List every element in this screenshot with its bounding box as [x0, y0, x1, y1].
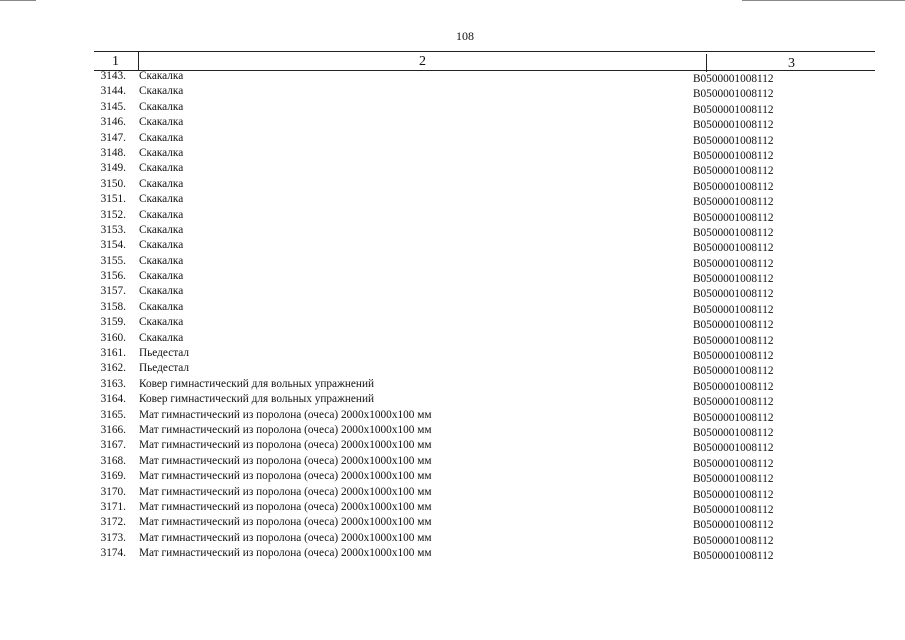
item-code: В0500001008112 — [693, 365, 774, 378]
item-name: Скакалка — [139, 270, 184, 283]
item-code: В0500001008112 — [693, 473, 774, 486]
item-name: Мат гимнастический из поролона (очеса) 2000х1000х100 мм — [139, 423, 432, 436]
item-name: Мат гимнастический из поролона (очеса) 2000х1000х100 мм — [139, 531, 432, 544]
row-number: 3174. — [100, 547, 126, 560]
row-number: 3173. — [100, 531, 126, 544]
item-name: Скакалка — [139, 239, 184, 252]
item-code: В0500001008112 — [693, 534, 774, 547]
column-header-2: 2 — [138, 52, 706, 70]
table-row — [94, 223, 875, 238]
row-number: 3146. — [100, 116, 126, 129]
row-number: 3166. — [100, 423, 126, 436]
item-code: В0500001008112 — [693, 411, 774, 424]
table-row — [94, 546, 875, 561]
item-code: В0500001008112 — [693, 319, 774, 332]
table-row — [94, 531, 875, 546]
scan-edge-line-right — [742, 0, 905, 1]
item-code: В0500001008112 — [693, 134, 774, 147]
table-header — [94, 51, 875, 71]
item-name: Ковер гимнастический для вольных упражнений — [139, 377, 375, 390]
item-code: В0500001008112 — [693, 350, 774, 363]
item-code: В0500001008112 — [693, 103, 774, 116]
item-code: В0500001008112 — [693, 165, 774, 178]
table-row — [94, 300, 875, 315]
item-code: В0500001008112 — [693, 257, 774, 270]
item-name: Скакалка — [139, 100, 184, 113]
item-code: В0500001008112 — [693, 73, 774, 85]
table-row — [94, 377, 875, 392]
item-name: Скакалка — [139, 254, 184, 267]
table-row — [94, 500, 875, 515]
row-number: 3149. — [100, 162, 126, 175]
row-number: 3168. — [100, 454, 126, 467]
table-row — [94, 331, 875, 346]
item-name: Скакалка — [139, 146, 184, 159]
column-header-3: 3 — [706, 54, 876, 72]
table-row — [94, 131, 875, 146]
item-name: Мат гимнастический из поролона (очеса) 2000х1000х100 мм — [139, 547, 432, 560]
item-name: Мат гимнастический из поролона (очеса) 2000х1000х100 мм — [139, 454, 432, 467]
item-code: В0500001008112 — [693, 226, 774, 239]
page-number: 108 — [456, 29, 474, 43]
table-row — [94, 161, 875, 176]
row-number: 3169. — [100, 470, 126, 483]
table-row — [94, 423, 875, 438]
row-number: 3171. — [100, 500, 126, 513]
row-number: 3157. — [100, 285, 126, 298]
table-row — [94, 392, 875, 407]
item-code: В0500001008112 — [693, 457, 774, 470]
table-row — [94, 100, 875, 115]
table-row — [94, 515, 875, 530]
item-name: Мат гимнастический из поролона (очеса) 2000х1000х100 мм — [139, 439, 432, 452]
row-number: 3162. — [100, 362, 126, 375]
item-code: В0500001008112 — [693, 488, 774, 501]
table-row — [94, 208, 875, 223]
item-name: Ковер гимнастический для вольных упражнений — [139, 393, 375, 406]
table-row — [94, 238, 875, 253]
table-row — [94, 315, 875, 330]
item-code: В0500001008112 — [693, 196, 774, 209]
table-row — [94, 192, 875, 207]
scan-edge-line-left — [0, 0, 36, 1]
row-number: 3161. — [100, 347, 126, 360]
table-row — [94, 177, 875, 192]
row-number: 3163. — [100, 377, 126, 390]
table-row — [94, 454, 875, 469]
item-code: В0500001008112 — [693, 334, 774, 347]
table-row — [94, 284, 875, 299]
row-number: 3151. — [100, 193, 126, 206]
item-code: В0500001008112 — [693, 303, 774, 316]
row-number: 3160. — [100, 331, 126, 344]
item-name: Скакалка — [139, 300, 184, 313]
table-row — [94, 485, 875, 500]
table-row — [94, 361, 875, 376]
item-code: В0500001008112 — [693, 273, 774, 286]
item-code: В0500001008112 — [693, 288, 774, 301]
row-number: 3155. — [100, 254, 126, 267]
row-number: 3159. — [100, 316, 126, 329]
item-name: Скакалка — [139, 208, 184, 221]
row-number: 3164. — [100, 393, 126, 406]
item-code: В0500001008112 — [693, 242, 774, 255]
row-number: 3152. — [100, 208, 126, 221]
table-row — [94, 84, 875, 99]
item-name: Скакалка — [139, 70, 184, 82]
row-number: 3154. — [100, 239, 126, 252]
item-name: Скакалка — [139, 331, 184, 344]
item-name: Мат гимнастический из поролона (очеса) 2000х1000х100 мм — [139, 470, 432, 483]
row-number: 3150. — [100, 177, 126, 190]
table-row — [94, 115, 875, 130]
row-number: 3167. — [100, 439, 126, 452]
item-code: В0500001008112 — [693, 119, 774, 132]
item-code: В0500001008112 — [693, 88, 774, 101]
item-name: Пьедестал — [139, 362, 190, 375]
item-code: В0500001008112 — [693, 550, 774, 563]
row-number: 3156. — [100, 270, 126, 283]
item-name: Мат гимнастический из поролона (очеса) 2000х1000х100 мм — [139, 500, 432, 513]
item-name: Скакалка — [139, 285, 184, 298]
table-row — [94, 469, 875, 484]
item-code: В0500001008112 — [693, 211, 774, 224]
item-name: Скакалка — [139, 223, 184, 236]
table-row — [94, 254, 875, 269]
item-name: Мат гимнастический из поролона (очеса) 2000х1000х100 мм — [139, 485, 432, 498]
item-code: В0500001008112 — [693, 180, 774, 193]
table-row — [94, 408, 875, 423]
item-code: В0500001008112 — [693, 503, 774, 516]
table-body — [94, 69, 875, 562]
row-number: 3158. — [100, 300, 126, 313]
row-number: 3172. — [100, 516, 126, 529]
table-row — [94, 269, 875, 284]
item-code: В0500001008112 — [693, 426, 774, 439]
item-code: В0500001008112 — [693, 149, 774, 162]
item-name: Скакалка — [139, 193, 184, 206]
row-number: 3143. — [100, 70, 126, 82]
item-code: В0500001008112 — [693, 380, 774, 393]
row-number: 3147. — [100, 131, 126, 144]
item-name: Скакалка — [139, 177, 184, 190]
row-number: 3153. — [100, 223, 126, 236]
item-name: Скакалка — [139, 131, 184, 144]
item-code: В0500001008112 — [693, 519, 774, 532]
row-number: 3144. — [100, 85, 126, 98]
item-name: Скакалка — [139, 162, 184, 175]
table-row — [94, 69, 875, 84]
item-name: Пьедестал — [139, 347, 190, 360]
item-name: Мат гимнастический из поролона (очеса) 2000х1000х100 мм — [139, 408, 432, 421]
item-name: Мат гимнастический из поролона (очеса) 2000х1000х100 мм — [139, 516, 432, 529]
item-code: В0500001008112 — [693, 396, 774, 409]
item-code: В0500001008112 — [693, 442, 774, 455]
row-number: 3170. — [100, 485, 126, 498]
item-name: Скакалка — [139, 85, 184, 98]
item-name: Скакалка — [139, 116, 184, 129]
column-header-1: 1 — [112, 54, 119, 69]
row-number: 3148. — [100, 146, 126, 159]
item-name: Скакалка — [139, 316, 184, 329]
table-row — [94, 346, 875, 361]
table-row — [94, 146, 875, 161]
row-number: 3145. — [100, 100, 126, 113]
table-row — [94, 438, 875, 453]
row-number: 3165. — [100, 408, 126, 421]
